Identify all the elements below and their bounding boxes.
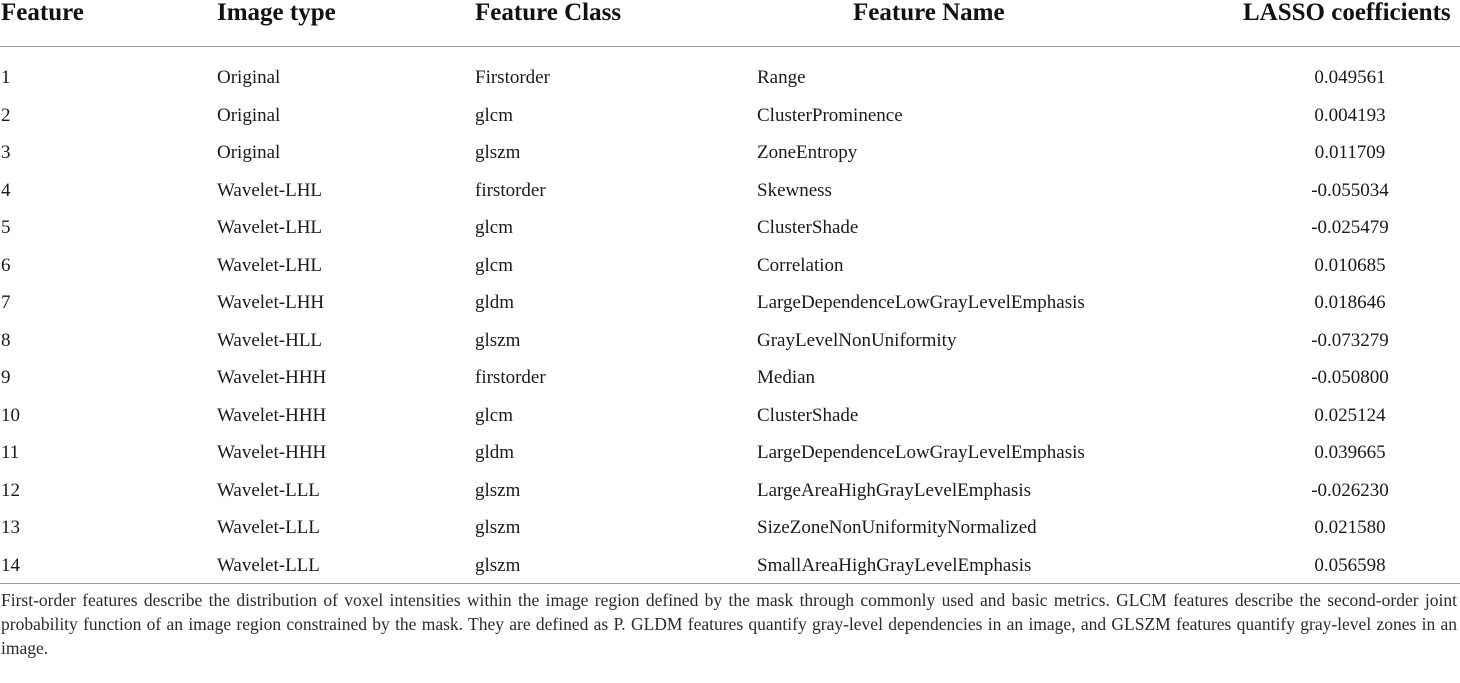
cell-image-type: Original [217,142,281,163]
cell-feature-name: LargeDependenceLowGrayLevelEmphasis [757,292,1085,313]
cell-feature: 10 [1,404,20,426]
table-row [0,322,1460,360]
cell-image-type: Wavelet-HHH [217,442,327,463]
cell-feature-name: LargeAreaHighGrayLevelEmphasis [757,479,1031,501]
cell-feature-name: Range [757,67,806,88]
table-row [0,97,1460,135]
cell-feature-name: ClusterProminence [757,104,903,126]
cell-feature-name: ZoneEntropy [757,142,858,163]
cell-feature-class: glszm [475,142,521,163]
table-row [0,359,1460,397]
cell-feature-class: gldm [475,442,515,463]
cell-lasso-coefficient: 0.011709 [1314,142,1386,163]
cell-feature-class: firstorder [475,367,546,388]
cell-feature: 13 [1,517,20,538]
cell-lasso-coefficient: 0.056598 [1314,554,1386,576]
cell-feature-class: glcm [475,404,513,426]
table-row [0,509,1460,547]
cell-feature: 6 [1,254,11,276]
table-row [0,397,1460,435]
cell-lasso-coefficient: -0.025479 [1311,217,1389,238]
cell-image-type: Wavelet-LLL [217,479,320,501]
cell-feature: 4 [1,179,11,201]
table-row [0,172,1460,210]
cell-image-type: Wavelet-LHL [217,254,323,276]
cell-feature: 12 [1,479,20,501]
cell-feature: 3 [1,142,11,163]
cell-image-type: Original [217,104,281,126]
cell-feature-name: Correlation [757,254,844,276]
table-row [0,434,1460,472]
cell-lasso-coefficient: 0.018646 [1314,292,1386,313]
header-feature-class: Feature Class [475,0,622,26]
table-row [0,284,1460,322]
cell-feature-name: ClusterShade [757,217,859,238]
cell-feature-class: glcm [475,217,513,238]
cell-feature-class: glszm [475,554,521,576]
cell-lasso-coefficient: 0.010685 [1314,254,1386,276]
cell-feature: 8 [1,329,11,351]
table-bottom-divider [0,583,1460,584]
cell-feature: 7 [1,292,11,313]
cell-feature-name: LargeDependenceLowGrayLevelEmphasis [757,442,1085,463]
cell-lasso-coefficient: 0.025124 [1314,404,1386,426]
cell-lasso-coefficient: 0.021580 [1314,517,1386,538]
cell-feature: 1 [1,67,11,88]
table-header [0,0,1460,47]
cell-feature-class: glszm [475,479,521,501]
cell-feature-class: firstorder [475,179,546,201]
cell-lasso-coefficient: 0.004193 [1314,104,1386,126]
cell-feature-name: Skewness [757,179,832,201]
cell-feature-class: gldm [475,292,515,313]
table-body [0,47,1460,584]
cell-lasso-coefficient: -0.055034 [1311,179,1389,201]
cell-feature-class: glcm [475,104,513,126]
cell-lasso-coefficient: 0.039665 [1314,442,1386,463]
cell-feature-name: ClusterShade [757,404,859,426]
header-image-type: Image type [217,0,336,26]
header-feature: Feature [1,0,84,26]
cell-feature-name: GrayLevelNonUniformity [757,329,957,351]
header-feature-name: Feature Name [853,0,1005,26]
cell-image-type: Wavelet-LHH [217,292,325,313]
cell-image-type: Wavelet-LHL [217,217,323,238]
cell-lasso-coefficient: 0.049561 [1314,67,1386,88]
cell-image-type: Wavelet-LLL [217,517,320,538]
cell-feature-name: Median [757,367,816,388]
cell-feature: 14 [1,554,20,576]
table-row [0,472,1460,510]
cell-feature-class: glszm [475,329,521,351]
cell-image-type: Wavelet-LLL [217,554,320,576]
cell-feature: 5 [1,217,11,238]
table-footnote: First-order features describe the distribution of voxel intensities within the image region defined by the mask through commonly used and basic metrics. GLCM features describe the second-order joint probability function of an image region constrained by the mask. They are defined as P. GLDM features quantify gray-level dependencies in an image, and GLSZM features quantify gray-level zones in an image. [1,590,1457,658]
cell-image-type: Original [217,67,281,88]
cell-feature-class: glszm [475,517,521,538]
cell-feature-name: SmallAreaHighGrayLevelEmphasis [757,554,1032,576]
table-row [0,134,1460,172]
cell-feature: 2 [1,104,11,126]
cell-lasso-coefficient: -0.026230 [1311,479,1389,501]
cell-lasso-coefficient: -0.073279 [1311,329,1389,351]
table-row [0,547,1460,585]
cell-feature-class: glcm [475,254,513,276]
cell-feature-name: SizeZoneNonUniformityNormalized [757,517,1037,538]
cell-lasso-coefficient: -0.050800 [1311,367,1389,388]
table-row [0,247,1460,285]
header-lasso-coefficients: LASSO coefficients [1243,0,1451,26]
cell-image-type: Wavelet-HHH [217,367,327,388]
cell-image-type: Wavelet-HHH [217,404,327,426]
table-row [0,59,1460,97]
table-row [0,209,1460,247]
cell-feature: 11 [1,442,20,463]
cell-feature-class: Firstorder [475,67,550,88]
cell-feature: 9 [1,367,11,388]
cell-image-type: Wavelet-LHL [217,179,323,201]
cell-image-type: Wavelet-HLL [217,329,323,351]
